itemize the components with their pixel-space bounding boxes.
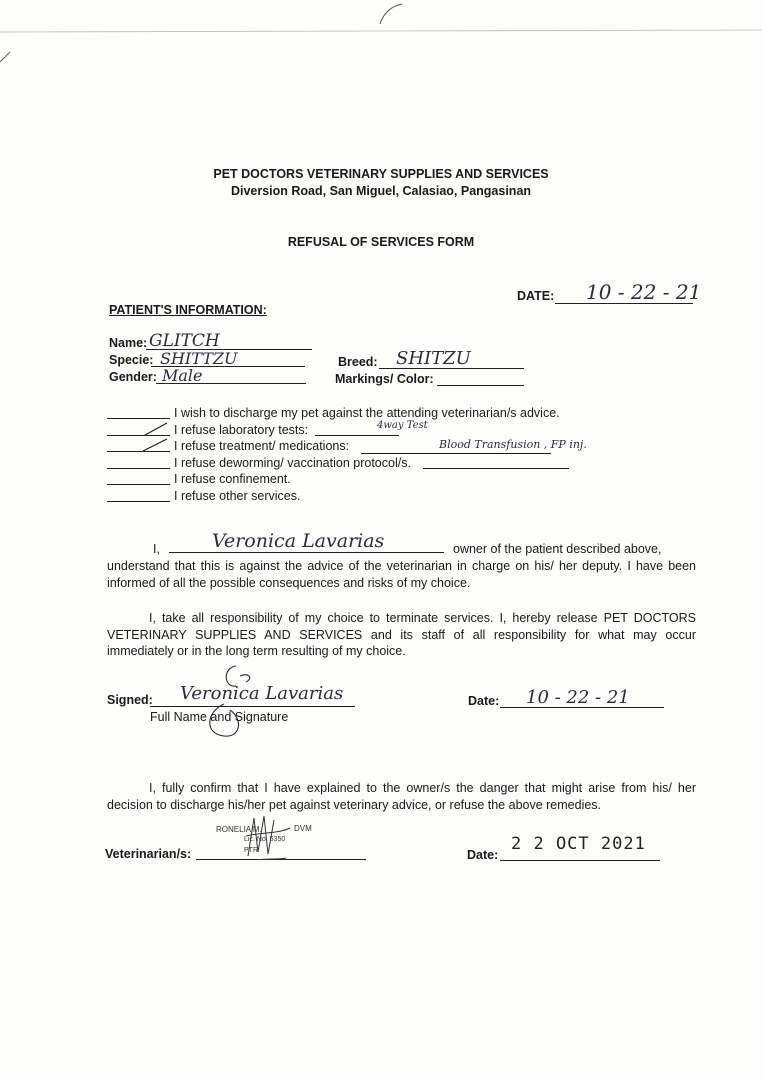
company-name: PET DOCTORS VETERINARY SUPPLIES AND SERVICES [213, 167, 549, 181]
option-detail-line [423, 468, 569, 469]
option-confinement [107, 472, 667, 489]
signature-date-value: 10 - 22 - 21 [526, 687, 630, 708]
vet-stamp-name: RONELIA M. [216, 825, 262, 834]
option-text: I refuse deworming/ vaccination protocol/s. [174, 455, 411, 470]
option-detail: Blood Transfusion , FP inj. [439, 438, 587, 451]
option-text: I wish to discharge my pet against the attending veterinarian/s advice. [174, 406, 560, 420]
markings-line [437, 385, 524, 386]
specie-label: Specie: [109, 353, 154, 367]
option-blank [107, 418, 170, 419]
vet-signature-mark [238, 812, 298, 860]
veterinarian-label: Veterinarian/s: [105, 847, 192, 861]
option-text: I refuse other services. [174, 488, 301, 503]
markings-label: Markings/ Color: [335, 372, 434, 386]
option-laboratory [107, 419, 667, 440]
option-deworming [107, 456, 667, 473]
option-detail-line [361, 453, 551, 454]
vet-date-label: Date: [467, 848, 499, 862]
company-address: Diversion Road, San Miguel, Calasiao, Pangasinan [230, 184, 532, 198]
confirmation-paragraph: I, fully confirm that I have explained to the owner/s the danger that might arise from his/ her decision to discharge his/her pet against veterinary advice, or refuse the above remedies. [107, 781, 696, 812]
option-blank [107, 484, 170, 485]
option-blank [107, 468, 170, 469]
option-detail: 4way Test [377, 419, 428, 431]
vet-date-line [500, 860, 660, 861]
vet-stamp-ptr: PTR [244, 847, 258, 854]
name-value: GLITCH [149, 331, 220, 351]
checkmark-icon [141, 437, 169, 453]
patient-section-title: PATIENT'S INFORMATION: [109, 303, 267, 317]
option-text: I refuse confinement. [174, 472, 291, 486]
scan-edge-marks [0, 0, 762, 70]
vet-stamp-title: DVM [294, 824, 312, 833]
signature-caption: Full Name and Signature [150, 710, 289, 724]
checkmark-icon [143, 421, 169, 437]
statement-prefix: I, [153, 542, 160, 556]
signed-value: Veronica Lavarias [180, 683, 344, 704]
option-other [107, 489, 667, 506]
option-detail-line [315, 435, 399, 436]
option-blank [107, 501, 170, 502]
form-title: REFUSAL OF SERVICES FORM [287, 235, 475, 249]
vet-date-stamp: 2 2 OCT 2021 [511, 834, 646, 854]
statement-suffix: owner of the patient described above, [453, 542, 662, 556]
option-text: I refuse laboratory tests: [174, 422, 309, 437]
vet-stamp-license: Lic. No. 5350 [244, 836, 286, 843]
gender-value: Male [162, 366, 203, 385]
gender-label: Gender: [109, 370, 157, 384]
breed-label: Breed: [338, 355, 378, 369]
specie-value: SHITTZU [160, 349, 238, 368]
release-paragraph: I, take all responsibility of my choice to terminate services. I, hereby release PET DOCTORS VETERINARY SUPPLIES AND SERVICES and its staff of all responsibility for what may occur immediately or in the long term resulting of my choice. [107, 611, 696, 658]
breed-value: SHITZU [396, 348, 471, 369]
date-label: DATE: [517, 289, 555, 303]
signed-label: Signed: [107, 693, 153, 707]
name-label: Name: [109, 336, 148, 350]
signature-date-label: Date: [468, 694, 500, 708]
option-treatment [107, 439, 667, 456]
owner-name-line [169, 552, 444, 553]
owner-name-value: Veronica Lavarias [212, 530, 385, 552]
statement-body: understand that this is against the advice of the veterinarian in charge on his/ her deputy. I have been informed of all the possible consequences and risks of my choice. [107, 559, 696, 590]
date-value: 10 - 22 - 21 [586, 280, 702, 304]
option-text: I refuse treatment/ medications: [174, 439, 350, 453]
